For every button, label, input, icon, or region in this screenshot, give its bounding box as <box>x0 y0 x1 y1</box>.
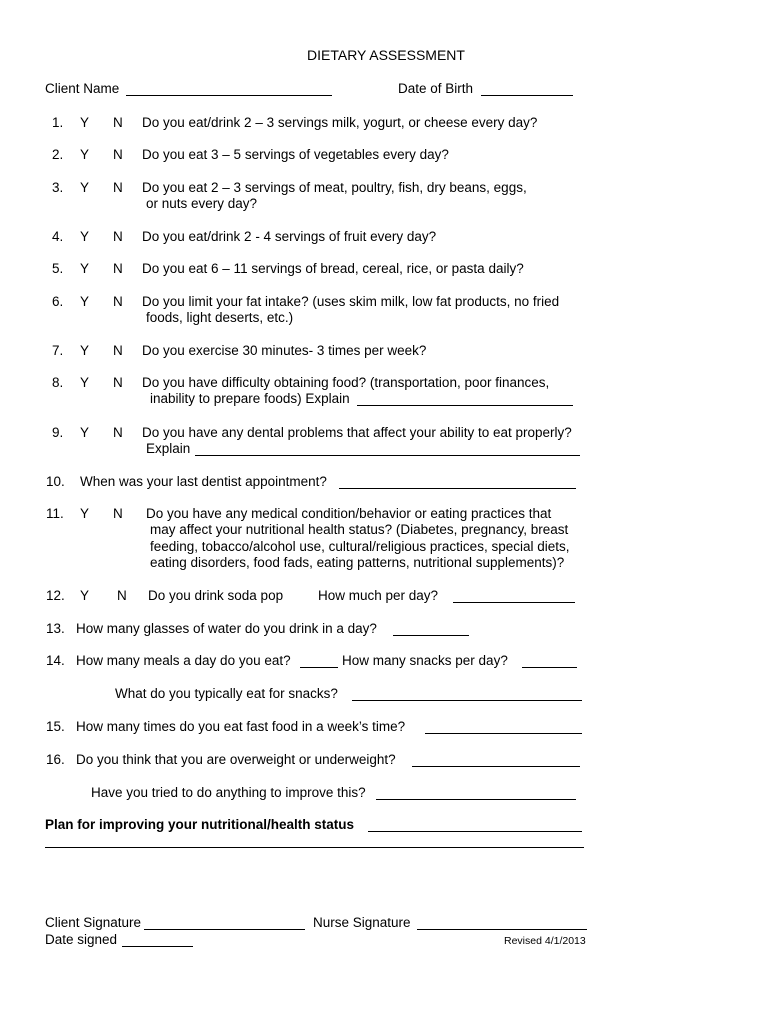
weight-field[interactable] <box>412 766 580 767</box>
client-name-field[interactable] <box>126 95 332 96</box>
yes-option[interactable]: Y <box>80 147 90 162</box>
plan-field-line-2[interactable] <box>45 847 584 848</box>
question-text: Do you think that you are overweight or underweight? <box>76 752 396 767</box>
no-option[interactable]: N <box>113 506 123 521</box>
yes-option[interactable]: Y <box>80 375 90 390</box>
snacks-per-day-field[interactable] <box>522 667 577 668</box>
soda-per-day-field[interactable] <box>453 602 575 603</box>
question-text: Do you have any dental problems that affect your ability to eat properly? <box>142 425 572 440</box>
no-option[interactable]: N <box>113 261 123 276</box>
question-number: 4. <box>52 229 64 244</box>
question-number: 11. <box>46 506 64 521</box>
question-text-cont: eating disorders, food fads, eating patterns, nutritional supplements)? <box>150 555 565 570</box>
question-number: 7. <box>52 343 64 358</box>
yes-option[interactable]: Y <box>80 261 90 276</box>
question-text-followup: Have you tried to do anything to improve this? <box>91 785 366 800</box>
page-title: DIETARY ASSESSMENT <box>307 47 465 63</box>
no-option[interactable]: N <box>113 375 123 390</box>
question-text: How many glasses of water do you drink in a day? <box>76 621 377 636</box>
yes-option[interactable]: Y <box>80 294 90 309</box>
dentist-appointment-field[interactable] <box>339 488 576 489</box>
question-text-cont: or nuts every day? <box>146 196 258 211</box>
question-text: Do you have difficulty obtaining food? (transportation, poor finances, <box>142 375 550 390</box>
no-option[interactable]: N <box>113 115 123 130</box>
plan-field[interactable] <box>368 831 582 832</box>
question-text: Do you drink soda pop <box>148 588 284 603</box>
question-text-followup: How much per day? <box>318 588 439 603</box>
question-text-cont: may affect your nutritional health status? (Diabetes, pregnancy, breast <box>150 522 569 537</box>
question-text: Do you eat 2 – 3 servings of meat, poultry, fish, dry beans, eggs, <box>142 180 527 195</box>
question-text: Do you eat 3 – 5 servings of vegetables every day? <box>142 147 449 162</box>
no-option[interactable]: N <box>113 147 123 162</box>
client-name-label: Client Name <box>45 81 120 96</box>
explain-field[interactable] <box>195 455 580 456</box>
question-number: 6. <box>52 294 64 309</box>
nurse-signature-label: Nurse Signature <box>313 915 411 930</box>
yes-option[interactable]: Y <box>80 506 90 521</box>
question-number: 16. <box>46 752 65 767</box>
question-number: 2. <box>52 147 64 162</box>
plan-label: Plan for improving your nutritional/health status <box>45 817 355 832</box>
dob-field[interactable] <box>481 95 573 96</box>
yes-option[interactable]: Y <box>80 115 90 130</box>
question-number: 15. <box>46 719 65 734</box>
question-text: Do you eat 6 – 11 servings of bread, cereal, rice, or pasta daily? <box>142 261 524 276</box>
dob-label: Date of Birth <box>398 81 474 96</box>
question-text: Do you exercise 30 minutes- 3 times per week? <box>142 343 427 358</box>
question-number: 3. <box>52 180 64 195</box>
meals-per-day-field[interactable] <box>300 667 338 668</box>
question-text-cont: Explain <box>146 441 191 456</box>
question-number: 10. <box>46 474 65 489</box>
question-text: Do you eat/drink 2 - 4 servings of fruit every day? <box>142 229 437 244</box>
question-text-cont: foods, light deserts, etc.) <box>146 310 294 325</box>
question-text: Do you eat/drink 2 – 3 servings milk, yogurt, or cheese every day? <box>142 115 538 130</box>
question-number: 13. <box>46 621 65 636</box>
question-text-cont: feeding, tobacco/alcohol use, cultural/religious practices, special diets, <box>150 539 570 554</box>
fast-food-field[interactable] <box>425 733 582 734</box>
yes-option[interactable]: Y <box>80 180 90 195</box>
question-text-followup: What do you typically eat for snacks? <box>115 686 338 701</box>
no-option[interactable]: N <box>113 343 123 358</box>
improve-field[interactable] <box>376 799 576 800</box>
question-text: How many times do you eat fast food in a week’s time? <box>76 719 406 734</box>
question-number: 12. <box>46 588 65 603</box>
nurse-signature-field[interactable] <box>417 929 587 930</box>
no-option[interactable]: N <box>113 425 123 440</box>
yes-option[interactable]: Y <box>80 343 90 358</box>
question-text-followup: How many snacks per day? <box>342 653 508 668</box>
typical-snacks-field[interactable] <box>352 700 582 701</box>
question-text: Do you have any medical condition/behavior or eating practices that <box>146 506 552 521</box>
client-signature-field[interactable] <box>144 929 305 930</box>
question-number: 14. <box>46 653 65 668</box>
question-number: 5. <box>52 261 64 276</box>
question-text: When was your last dentist appointment? <box>80 474 327 489</box>
no-option[interactable]: N <box>113 229 123 244</box>
question-text: Do you limit your fat intake? (uses skim milk, low fat products, no fried <box>142 294 560 309</box>
question-text: How many meals a day do you eat? <box>76 653 291 668</box>
yes-option[interactable]: Y <box>80 229 90 244</box>
date-signed-field[interactable] <box>122 946 193 947</box>
no-option[interactable]: N <box>113 180 123 195</box>
water-glasses-field[interactable] <box>393 635 469 636</box>
question-number: 8. <box>52 375 64 390</box>
client-signature-label: Client Signature <box>45 915 142 930</box>
no-option[interactable]: N <box>117 588 127 603</box>
yes-option[interactable]: Y <box>80 425 90 440</box>
question-text-cont: inability to prepare foods) Explain <box>150 391 350 406</box>
revision-note: Revised 4/1/2013 <box>504 935 586 947</box>
question-number: 1. <box>52 115 64 130</box>
explain-field[interactable] <box>357 405 573 406</box>
yes-option[interactable]: Y <box>80 588 90 603</box>
date-signed-label: Date signed <box>45 932 118 947</box>
no-option[interactable]: N <box>113 294 123 309</box>
question-number: 9. <box>52 425 64 440</box>
